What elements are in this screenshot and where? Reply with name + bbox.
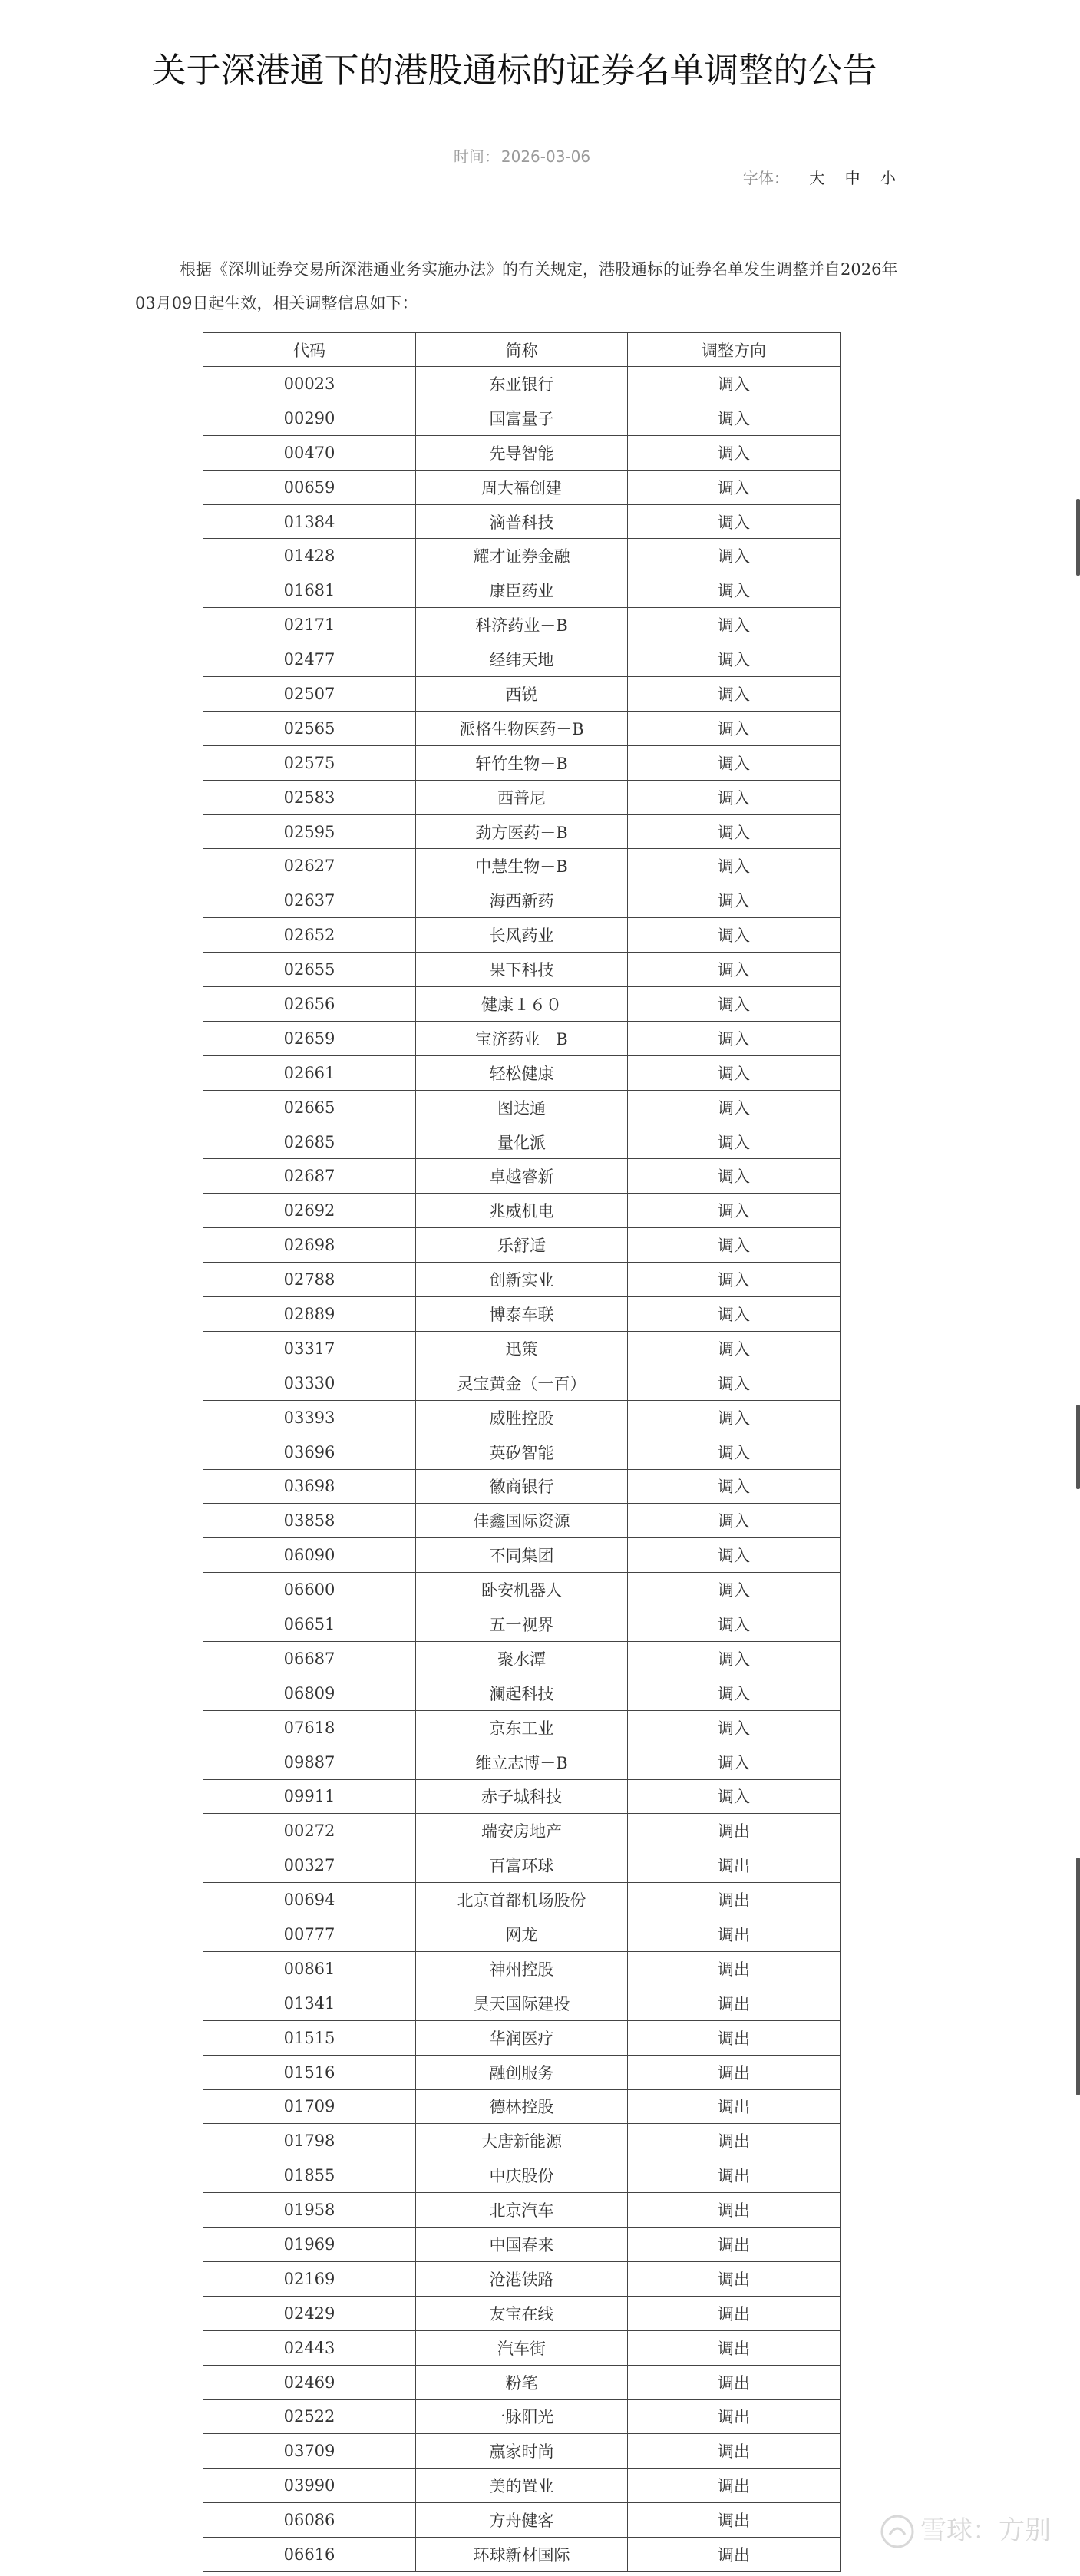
- cell-code: 06086: [203, 2503, 416, 2538]
- cell-code: 02687: [203, 1159, 416, 1194]
- cell-direction: 调入: [628, 953, 841, 987]
- cell-name: 图达通: [416, 1090, 628, 1125]
- cell-code: 00327: [203, 1848, 416, 1883]
- table-row: [203, 1814, 841, 1848]
- cell-direction: 调出: [628, 2399, 841, 2434]
- cell-code: 06651: [203, 1607, 416, 1642]
- cell-code: 00470: [203, 435, 416, 470]
- cell-name: 西锐: [416, 677, 628, 712]
- cell-code: 06090: [203, 1538, 416, 1573]
- cell-code: 02659: [203, 1021, 416, 1055]
- cell-code: 03330: [203, 1366, 416, 1400]
- table-row: [203, 1848, 841, 1883]
- table-row: [203, 1021, 841, 1055]
- cell-code: 00694: [203, 1883, 416, 1917]
- cell-code: 06809: [203, 1676, 416, 1710]
- cell-direction: 调入: [628, 849, 841, 883]
- cell-code: 02655: [203, 953, 416, 987]
- table-row: [203, 2365, 841, 2399]
- cell-code: 01855: [203, 2158, 416, 2193]
- table-row: [203, 1710, 841, 1745]
- table-row: [203, 814, 841, 849]
- cell-direction: 调入: [628, 1710, 841, 1745]
- cell-direction: 调入: [628, 711, 841, 745]
- cell-direction: 调入: [628, 1641, 841, 1676]
- cell-name: 北京首都机场股份: [416, 1883, 628, 1917]
- cell-name: 汽车街: [416, 2330, 628, 2365]
- cell-name: 粉笔: [416, 2365, 628, 2399]
- table-row: [203, 987, 841, 1022]
- table-row: [203, 677, 841, 712]
- cell-name: 科济药业－B: [416, 608, 628, 642]
- cell-name: 赤子城科技: [416, 1779, 628, 1814]
- table-row: [203, 1951, 841, 1986]
- cell-direction: 调入: [628, 573, 841, 608]
- cell-direction: 调出: [628, 2124, 841, 2158]
- cell-name: 中国春来: [416, 2228, 628, 2262]
- cell-direction: 调入: [628, 780, 841, 814]
- cell-code: 06687: [203, 1641, 416, 1676]
- table-row: [203, 470, 841, 504]
- cell-code: 02169: [203, 2261, 416, 2296]
- cell-name: 东亚银行: [416, 367, 628, 401]
- cell-direction: 调出: [628, 2158, 841, 2193]
- cell-direction: 调入: [628, 883, 841, 918]
- table-row: [203, 2261, 841, 2296]
- cell-name: 西普尼: [416, 780, 628, 814]
- cell-direction: 调入: [628, 1745, 841, 1779]
- cell-code: 02685: [203, 1125, 416, 1159]
- table-row: [203, 1263, 841, 1297]
- cell-code: 01384: [203, 504, 416, 539]
- scroll-mark: [1076, 499, 1080, 576]
- cell-direction: 调入: [628, 1435, 841, 1469]
- cell-code: 06600: [203, 1573, 416, 1607]
- cell-name: 博泰车联: [416, 1297, 628, 1332]
- intro-paragraph: 根据《深圳证券交易所深港通业务实施办法》的有关规定，港股通标的证券名单发生调整并自2026年03月09日起生效，相关调整信息如下：: [135, 260, 898, 312]
- cell-code: 01341: [203, 1986, 416, 2020]
- cell-direction: 调入: [628, 1090, 841, 1125]
- cell-code: 07618: [203, 1710, 416, 1745]
- cell-code: 01515: [203, 2020, 416, 2055]
- header-code: 代码: [203, 333, 416, 367]
- cell-code: 02627: [203, 849, 416, 883]
- cell-code: 02889: [203, 1297, 416, 1332]
- cell-name: 不同集团: [416, 1538, 628, 1573]
- cell-name: 昊天国际建投: [416, 1986, 628, 2020]
- cell-name: 澜起科技: [416, 1676, 628, 1710]
- cell-code: 01969: [203, 2228, 416, 2262]
- time-value: 2026-03-06: [500, 147, 591, 166]
- cell-code: 01709: [203, 2089, 416, 2124]
- cell-direction: 调入: [628, 1125, 841, 1159]
- cell-code: 01958: [203, 2193, 416, 2228]
- table-row: [203, 2469, 841, 2503]
- table-row: [203, 2503, 841, 2538]
- cell-name: 五一视界: [416, 1607, 628, 1642]
- cell-name: 百富环球: [416, 1848, 628, 1883]
- font-size-large[interactable]: 大: [809, 169, 825, 187]
- cell-name: 佳鑫国际资源: [416, 1504, 628, 1538]
- cell-direction: 调入: [628, 401, 841, 435]
- cell-direction: 调入: [628, 1504, 841, 1538]
- cell-name: 一脉阳光: [416, 2399, 628, 2434]
- cell-direction: 调出: [628, 2228, 841, 2262]
- table-row: [203, 401, 841, 435]
- securities-table: [203, 332, 841, 2572]
- cell-code: 02661: [203, 1055, 416, 1090]
- table-row: [203, 2228, 841, 2262]
- header-direction: 调整方向: [628, 333, 841, 367]
- cell-name: 乐舒适: [416, 1228, 628, 1263]
- page-title: 关于深港通下的港股通标的证券名单调整的公告: [151, 50, 877, 91]
- time-label: 时间：: [453, 147, 500, 166]
- cell-name: 网龙: [416, 1917, 628, 1952]
- table-row: [203, 2124, 841, 2158]
- cell-direction: 调出: [628, 2193, 841, 2228]
- cell-code: 09911: [203, 1779, 416, 1814]
- watermark-text: 雪球：方别: [920, 2515, 1051, 2546]
- cell-direction: 调入: [628, 1366, 841, 1400]
- cell-direction: 调出: [628, 2434, 841, 2469]
- cell-direction: 调入: [628, 1331, 841, 1366]
- cell-direction: 调入: [628, 435, 841, 470]
- table-row: [203, 435, 841, 470]
- cell-code: 02477: [203, 642, 416, 677]
- table-row: [203, 1297, 841, 1332]
- table-row: [203, 1194, 841, 1228]
- cell-code: 02575: [203, 745, 416, 780]
- header-name: 简称: [416, 333, 628, 367]
- table-header-row: [203, 333, 841, 367]
- cell-name: 京东工业: [416, 1710, 628, 1745]
- cell-name: 健康１６０: [416, 987, 628, 1022]
- font-size-label: 字体：: [742, 169, 789, 187]
- table-row: [203, 953, 841, 987]
- table-row: [203, 1538, 841, 1573]
- cell-direction: 调出: [628, 1814, 841, 1848]
- cell-code: 03393: [203, 1400, 416, 1435]
- cell-code: 01516: [203, 2055, 416, 2089]
- cell-direction: 调入: [628, 1263, 841, 1297]
- cell-name: 中慧生物－B: [416, 849, 628, 883]
- cell-direction: 调出: [628, 2365, 841, 2399]
- cell-code: 02595: [203, 814, 416, 849]
- cell-direction: 调入: [628, 1469, 841, 1504]
- cell-direction: 调入: [628, 1538, 841, 1573]
- cell-name: 沧港铁路: [416, 2261, 628, 2296]
- cell-direction: 调出: [628, 1986, 841, 2020]
- cell-code: 02665: [203, 1090, 416, 1125]
- cell-name: 周大福创建: [416, 470, 628, 504]
- cell-name: 果下科技: [416, 953, 628, 987]
- cell-name: 德林控股: [416, 2089, 628, 2124]
- table-row: [203, 1090, 841, 1125]
- table-row: [203, 1641, 841, 1676]
- cell-name: 中庆股份: [416, 2158, 628, 2193]
- scroll-mark: [1076, 1858, 1080, 2095]
- table-row: [203, 780, 841, 814]
- table-row: [203, 1986, 841, 2020]
- cell-direction: 调出: [628, 2055, 841, 2089]
- table-row: [203, 918, 841, 953]
- table-row: [203, 1469, 841, 1504]
- table-row: [203, 2538, 841, 2572]
- cell-name: 长风药业: [416, 918, 628, 953]
- cell-code: 01798: [203, 2124, 416, 2158]
- cell-direction: 调入: [628, 470, 841, 504]
- cell-name: 卧安机器人: [416, 1573, 628, 1607]
- cell-name: 卓越睿新: [416, 1159, 628, 1194]
- cell-name: 维立志博－B: [416, 1745, 628, 1779]
- cell-direction: 调入: [628, 1055, 841, 1090]
- cell-name: 神州控股: [416, 1951, 628, 1986]
- cell-name: 徽商银行: [416, 1469, 628, 1504]
- cell-name: 康臣药业: [416, 573, 628, 608]
- table-row: [203, 2020, 841, 2055]
- cell-code: 00290: [203, 401, 416, 435]
- cell-direction: 调出: [628, 2330, 841, 2365]
- cell-name: 聚水潭: [416, 1641, 628, 1676]
- cell-name: 美的置业: [416, 2469, 628, 2503]
- cell-direction: 调出: [628, 2538, 841, 2572]
- cell-name: 华润医疗: [416, 2020, 628, 2055]
- cell-direction: 调入: [628, 1573, 841, 1607]
- table-row: [203, 539, 841, 573]
- cell-code: 02429: [203, 2296, 416, 2330]
- cell-name: 环球新材国际: [416, 2538, 628, 2572]
- cell-direction: 调出: [628, 2296, 841, 2330]
- table-row: [203, 1435, 841, 1469]
- cell-direction: 调入: [628, 918, 841, 953]
- cell-code: 02583: [203, 780, 416, 814]
- cell-code: 02469: [203, 2365, 416, 2399]
- cell-code: 00777: [203, 1917, 416, 1952]
- table-row: [203, 1331, 841, 1366]
- table-row: [203, 2055, 841, 2089]
- cell-direction: 调出: [628, 1883, 841, 1917]
- table-row: [203, 1573, 841, 1607]
- table-row: [203, 1504, 841, 1538]
- table-row: [203, 573, 841, 608]
- cell-code: 02637: [203, 883, 416, 918]
- cell-name: 瑞安房地产: [416, 1814, 628, 1848]
- cell-name: 轩竹生物－B: [416, 745, 628, 780]
- cell-direction: 调入: [628, 367, 841, 401]
- cell-code: 00023: [203, 367, 416, 401]
- cell-name: 国富量子: [416, 401, 628, 435]
- table-row: [203, 2296, 841, 2330]
- cell-name: 灵宝黄金（一百）: [416, 1366, 628, 1400]
- cell-direction: 调入: [628, 1021, 841, 1055]
- cell-name: 友宝在线: [416, 2296, 628, 2330]
- table-row: [203, 1745, 841, 1779]
- cell-direction: 调入: [628, 1400, 841, 1435]
- cell-direction: 调入: [628, 1779, 841, 1814]
- cell-name: 派格生物医药－B: [416, 711, 628, 745]
- cell-code: 02565: [203, 711, 416, 745]
- cell-code: 00659: [203, 470, 416, 504]
- cell-name: 经纬天地: [416, 642, 628, 677]
- cell-direction: 调入: [628, 642, 841, 677]
- cell-code: 02692: [203, 1194, 416, 1228]
- cell-code: 06616: [203, 2538, 416, 2572]
- cell-direction: 调入: [628, 745, 841, 780]
- cell-name: 赢家时尚: [416, 2434, 628, 2469]
- cell-name: 融创服务: [416, 2055, 628, 2089]
- cell-direction: 调出: [628, 1951, 841, 1986]
- cell-name: 海西新药: [416, 883, 628, 918]
- cell-code: 02507: [203, 677, 416, 712]
- cell-direction: 调入: [628, 608, 841, 642]
- table-row: [203, 1779, 841, 1814]
- cell-name: 轻松健康: [416, 1055, 628, 1090]
- cell-code: 02788: [203, 1263, 416, 1297]
- cell-code: 00861: [203, 1951, 416, 1986]
- cell-direction: 调入: [628, 1607, 841, 1642]
- table-row: [203, 608, 841, 642]
- table-row: [203, 2330, 841, 2365]
- cell-name: 滴普科技: [416, 504, 628, 539]
- table-body: [203, 367, 841, 2572]
- publish-time: [0, 144, 1042, 167]
- cell-direction: 调入: [628, 677, 841, 712]
- cell-direction: 调出: [628, 2261, 841, 2296]
- cell-code: 01681: [203, 573, 416, 608]
- cell-direction: 调出: [628, 1848, 841, 1883]
- cell-name: 量化派: [416, 1125, 628, 1159]
- table-row: [203, 1159, 841, 1194]
- table-row: [203, 1607, 841, 1642]
- cell-direction: 调入: [628, 1676, 841, 1710]
- table-row: [203, 2089, 841, 2124]
- cell-code: 02656: [203, 987, 416, 1022]
- table-row: [203, 504, 841, 539]
- table-row: [203, 2193, 841, 2228]
- xueqiu-logo-icon: [880, 2515, 914, 2548]
- cell-code: 03698: [203, 1469, 416, 1504]
- cell-direction: 调入: [628, 504, 841, 539]
- cell-code: 02652: [203, 918, 416, 953]
- cell-direction: 调出: [628, 2089, 841, 2124]
- table-row: [203, 1228, 841, 1263]
- cell-name: 兆威机电: [416, 1194, 628, 1228]
- cell-name: 劲方医药－B: [416, 814, 628, 849]
- cell-direction: 调入: [628, 987, 841, 1022]
- font-size-switcher: [743, 166, 896, 188]
- cell-code: 00272: [203, 1814, 416, 1848]
- table-row: [203, 1676, 841, 1710]
- cell-code: 02171: [203, 608, 416, 642]
- cell-name: 威胜控股: [416, 1400, 628, 1435]
- table-row: [203, 2158, 841, 2193]
- cell-code: 02443: [203, 2330, 416, 2365]
- cell-name: 大唐新能源: [416, 2124, 628, 2158]
- cell-name: 英矽智能: [416, 1435, 628, 1469]
- cell-direction: 调入: [628, 1297, 841, 1332]
- cell-code: 03317: [203, 1331, 416, 1366]
- watermark: [880, 2509, 1051, 2549]
- table-row: [203, 849, 841, 883]
- table-row: [203, 2399, 841, 2434]
- cell-name: 方舟健客: [416, 2503, 628, 2538]
- cell-direction: 调出: [628, 2503, 841, 2538]
- cell-direction: 调入: [628, 1194, 841, 1228]
- table-row: [203, 1055, 841, 1090]
- cell-direction: 调入: [628, 1228, 841, 1263]
- font-size-medium[interactable]: 中: [844, 169, 860, 187]
- cell-code: 09887: [203, 1745, 416, 1779]
- cell-name: 宝济药业－B: [416, 1021, 628, 1055]
- cell-name: 迅策: [416, 1331, 628, 1366]
- font-size-small[interactable]: 小: [880, 169, 896, 187]
- table-row: [203, 1917, 841, 1952]
- scroll-mark: [1076, 1405, 1080, 1489]
- cell-direction: 调入: [628, 1159, 841, 1194]
- cell-code: 02522: [203, 2399, 416, 2434]
- scrollbar[interactable]: [1072, 0, 1080, 2576]
- table-row: [203, 1400, 841, 1435]
- table-row: [203, 2434, 841, 2469]
- cell-name: 先导智能: [416, 435, 628, 470]
- cell-name: 创新实业: [416, 1263, 628, 1297]
- cell-code: 03990: [203, 2469, 416, 2503]
- table-row: [203, 883, 841, 918]
- cell-direction: 调入: [628, 539, 841, 573]
- table-row: [203, 367, 841, 401]
- table-row: [203, 1366, 841, 1400]
- cell-code: 01428: [203, 539, 416, 573]
- cell-direction: 调出: [628, 2020, 841, 2055]
- table-row: [203, 1883, 841, 1917]
- cell-code: 03696: [203, 1435, 416, 1469]
- table-row: [203, 642, 841, 677]
- cell-code: 03858: [203, 1504, 416, 1538]
- cell-direction: 调出: [628, 1917, 841, 1952]
- cell-name: 耀才证券金融: [416, 539, 628, 573]
- cell-name: 北京汽车: [416, 2193, 628, 2228]
- cell-code: 02698: [203, 1228, 416, 1263]
- securities-table-container: [203, 332, 841, 2572]
- table-row: [203, 745, 841, 780]
- table-row: [203, 1125, 841, 1159]
- cell-direction: 调出: [628, 2469, 841, 2503]
- table-row: [203, 711, 841, 745]
- cell-direction: 调入: [628, 814, 841, 849]
- cell-code: 03709: [203, 2434, 416, 2469]
